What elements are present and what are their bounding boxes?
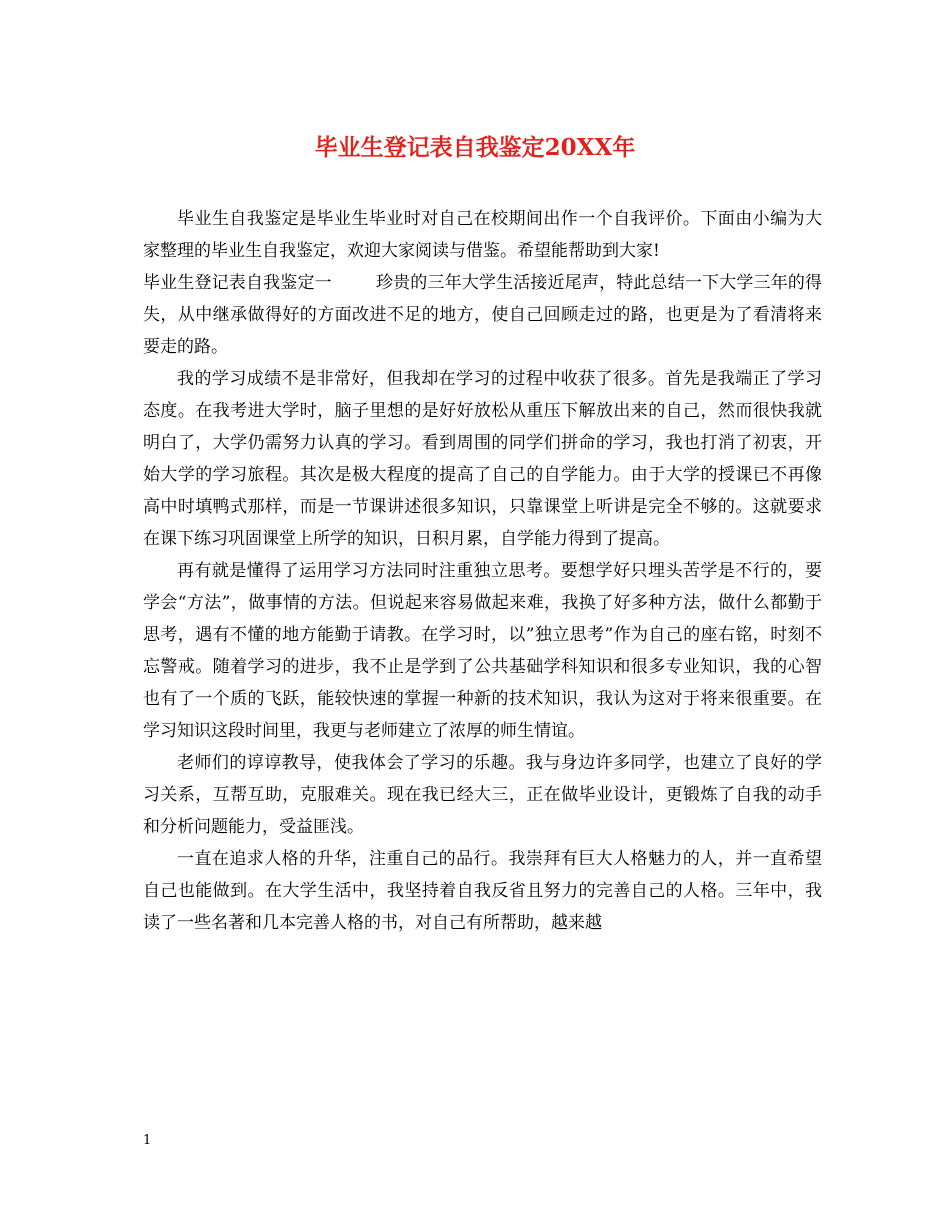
page-number: 1 [143,1133,152,1148]
body-paragraph-2: 再有就是懂得了运用学习方法同时注重独立思考。要想学好只埋头苦学是不行的，要学会“方法”，做事情的方法。但说起来容易做起来难，我换了好多种方法，做什么都勤于思考，遇有不懂的地方能勤于请教。在学习时，以”独立思考”作为自己的座右铭，时刻不忘警戒。随着学习的进步，我不止是学到了公共基础学科知识和很多专业知识，我的心智也有了一个质的飞跃，能较快速的掌握一种新的技术知识，我认为这对于将来很重要。在学习知识这段时间里，我更与老师建立了浓厚的师生情谊。 [143,561,822,741]
body-paragraph-1: 我的学习成绩不是非常好，但我却在学习的过程中收获了很多。首先是我端正了学习态度。在我考进大学时，脑子里想的是好好放松从重压下解放出来的自己，然而很快我就明白了，大学仍需努力认真的学习。看到周围的同学们拼命的学习，我也打消了初衷，开始大学的学习旅程。其次是极大程度的提高了自己的自学能力。由于大学的授课已不再像高中时填鸭式那样，而是一节课讲述很多知识，只靠课堂上听讲是完全不够的。这就要求在课下练习巩固课堂上所学的知识，日积月累，自学能力得到了提高。 [143,369,822,549]
section-paragraph [143,267,822,363]
intro-paragraph: 毕业生自我鉴定是毕业生毕业时对自己在校期间出作一个自我评价。下面由小编为大家整理的毕业生自我鉴定，欢迎大家阅读与借鉴。希望能帮助到大家! [143,209,822,261]
document-title: 毕业生登记表自我鉴定20XX年 [314,134,636,161]
body-paragraph-3: 老师们的谆谆教导，使我体会了学习的乐趣。我与身边许多同学，也建立了良好的学习关系，互帮互助，克服难关。现在我已经大三，正在做毕业设计，更锻炼了自我的动手和分析问题能力，受益匪浅。 [143,753,822,837]
section-heading: 毕业生登记表自我鉴定一 [143,273,332,293]
body-paragraph-4: 一直在追求人格的升华，注重自己的品行。我崇拜有巨大人格魅力的人，并一直希望自己也能做到。在大学生活中，我坚持着自我反省且努力的完善自己的人格。三年中，我读了一些名著和几本完善人格的书，对自己有所帮助，越来越 [143,849,822,933]
section-first-text: 珍贵的三年大学生活接近尾声，特此总结一下大学三年的得失，从中继承做得好的方面改进不足的地方，使自己回顾走过的路，也更是为了看清将来要走的路。 [143,273,823,357]
document-body [143,203,822,939]
